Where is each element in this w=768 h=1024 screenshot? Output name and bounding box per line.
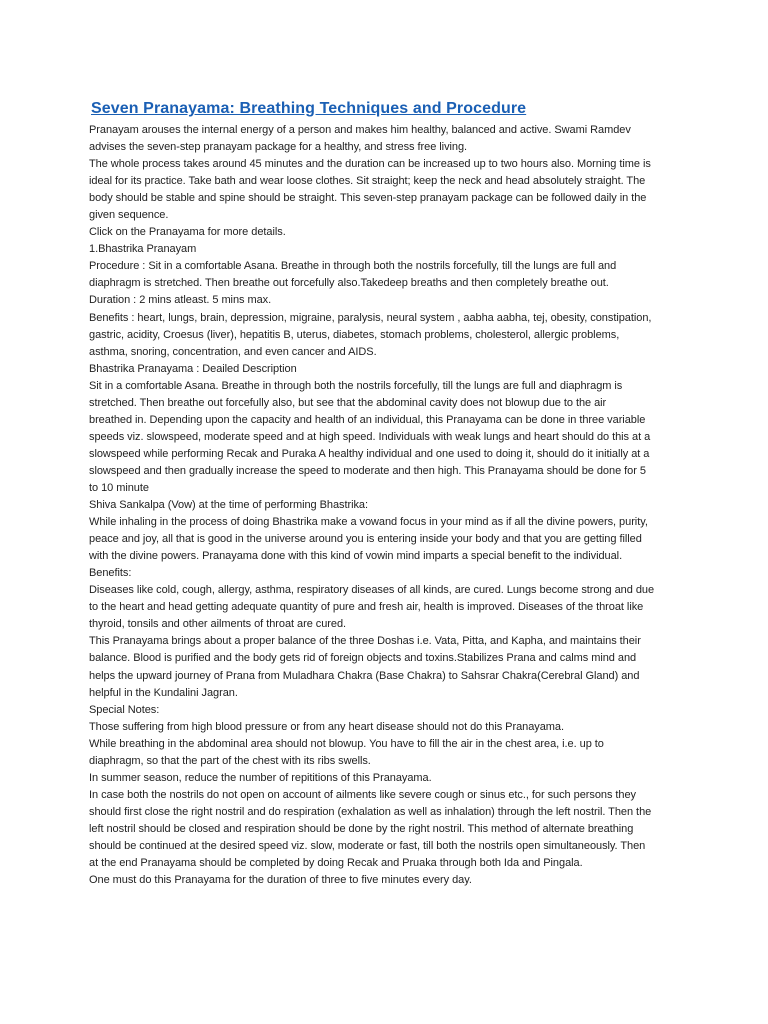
document-text-line: In summer season, reduce the number of repititions of this Pranayama. (89, 771, 432, 784)
document-text-line: Pranayam arouses the internal energy of a person and makes him healthy, balanced and active. Swami Ramdev (89, 124, 631, 136)
document-text-line: left nostril should be closed and respiration should be done by the right nostril. This method of alternate breathing (89, 822, 634, 835)
document-text-line: with the divine powers. Pranayama done with this kind of vowin mind imparts a special benefit to the individual. (89, 550, 623, 563)
document-text-line: Duration : 2 mins atleast. 5 mins max. (89, 294, 272, 307)
document-text-line: The whole process takes around 45 minutes and the duration can be increased up to two hours also. Morning time is (89, 158, 651, 171)
document-text-line: 1.Bhastrika Pranayam (89, 243, 197, 256)
document-text-line: While breathing in the abdominal area should not blowup. You have to fill the air in the chest area, i.e. up to (89, 737, 604, 750)
document-text-line: speeds viz. slowspeed, moderate speed and at high speed. Individuals with weak lungs and heart should do this at a (89, 430, 651, 443)
document-text-line: balance. Blood is purified and the body gets rid of foreign objects and toxins.Stabilizes Prana and calms mind and (89, 652, 637, 665)
document-text-line: Procedure : Sit in a comfortable Asana. Breathe in through both the nostrils forcefully, till the lungs are full and (89, 260, 617, 273)
document-text-line: to 10 minute (89, 481, 149, 494)
document-text-line: helpful in the Kundalini Jagran. (89, 686, 238, 699)
document-text-line: to the heart and head getting adequate quantity of pure and fresh air, health is improved. Diseases of the throat like (89, 601, 644, 614)
document-text-line: Benefits: (89, 567, 132, 580)
document-text-line: slowspeed while performing Recak and Puraka A healthy individual and one used to doing it, should do it initially at a (89, 447, 650, 460)
document-text-line: Those suffering from high blood pressure or from any heart disease should not do this Pranayama. (89, 720, 564, 733)
document-text-line: breathed in. Depending upon the capacity and health of an individual, this Pranayama can be done in three variable (89, 413, 646, 426)
document-text-line: gastric, acidity, Croesus (liver), hepatitis B, uterus, diabetes, stomach problems, cholesterol, allergic problems, (89, 328, 620, 341)
document-text-line: thyroid, tonsils and other ailments of throat are cured. (89, 618, 347, 631)
document-text-line: ideal for its practice. Take bath and wear loose clothes. Sit straight; keep the neck and head absolutely straight. The (89, 175, 646, 188)
document-text-line: Bhastrika Pranayama : Deailed Description (89, 362, 297, 375)
document-text-line: While inhaling in the process of doing Bhastrika make a vowand focus in your mind as if all the divine powers, purity, (89, 516, 648, 529)
document-text-line: body should be stable and spine should be straight. This seven-step pranayam package can be followed daily in the (89, 192, 647, 205)
document-text-line: One must do this Pranayama for the duration of three to five minutes every day. (89, 874, 472, 887)
document-title-link[interactable]: Seven Pranayama: Breathing Techniques and Procedure (91, 100, 527, 117)
document-text-line: at the end Pranayama should be completed by doing Recak and Pruaka through both Ida and Pingala. (89, 857, 583, 870)
document-page (89, 98, 689, 889)
document-text-line: diaphragm, so that the part of the chest with its ribs swells. (89, 754, 371, 767)
document-text-line: should be continued at the desired speed viz. slow, moderate or fast, till both the nostrils open simultaneously. Then (89, 839, 646, 852)
document-text-line: Sit in a comfortable Asana. Breathe in through both the nostrils forcefully, till the lungs are full and diaphragm is (89, 379, 623, 392)
document-text-line: given sequence. (89, 209, 169, 222)
document-text-line: advises the seven-step pranayam package for a healthy, and stress free living. (89, 141, 468, 154)
document-text-line: Special Notes: (89, 703, 160, 716)
document-text-line: Click on the Pranayama for more details. (89, 226, 286, 239)
document-text-line: should first close the right nostril and do respiration (exhalation as well as inhalation) through the left nostril. Then the (89, 805, 652, 818)
document-text-line: peace and joy, all that is good in the universe around you is entering inside your body and that you are getting filled (89, 533, 642, 546)
document-body (89, 122, 689, 889)
document-text-line: Shiva Sankalpa (Vow) at the time of performing Bhastrika: (89, 499, 369, 512)
document-text-line: Diseases like cold, cough, allergy, asthma, respiratory diseases of all kinds, are cured. Lungs become strong and due (89, 584, 655, 597)
document-text-line: Benefits : heart, lungs, brain, depression, migraine, paralysis, neural system , aabha aabha, tej, obesity, constipation, (89, 311, 652, 324)
document-text-line: diaphragm is stretched. Then breathe out forcefully also.Takedeep breaths and then completely breathe out. (89, 277, 609, 290)
document-text-line: helps the upward journey of Prana from Muladhara Chakra (Base Chakra) to Sahsrar Chakra(Cerebral Gland) and (89, 669, 640, 682)
document-text-line: This Pranayama brings about a proper balance of the three Doshas i.e. Vata, Pitta, and Kapha, and maintains their (89, 635, 641, 648)
document-text-line: stretched. Then breathe out forcefully also, but see that the abdominal cavity does not blowup due to the air (89, 396, 607, 409)
document-text-line: In case both the nostrils do not open on account of ailments like severe cough or sinus etc., for such persons they (89, 788, 637, 801)
document-text-line: asthma, snoring, concentration, and even cancer and AIDS. (89, 345, 377, 358)
document-text-line: slowspeed and then gradually increase the speed to moderate and then high. This Pranayama should be done for 5 (89, 464, 646, 477)
